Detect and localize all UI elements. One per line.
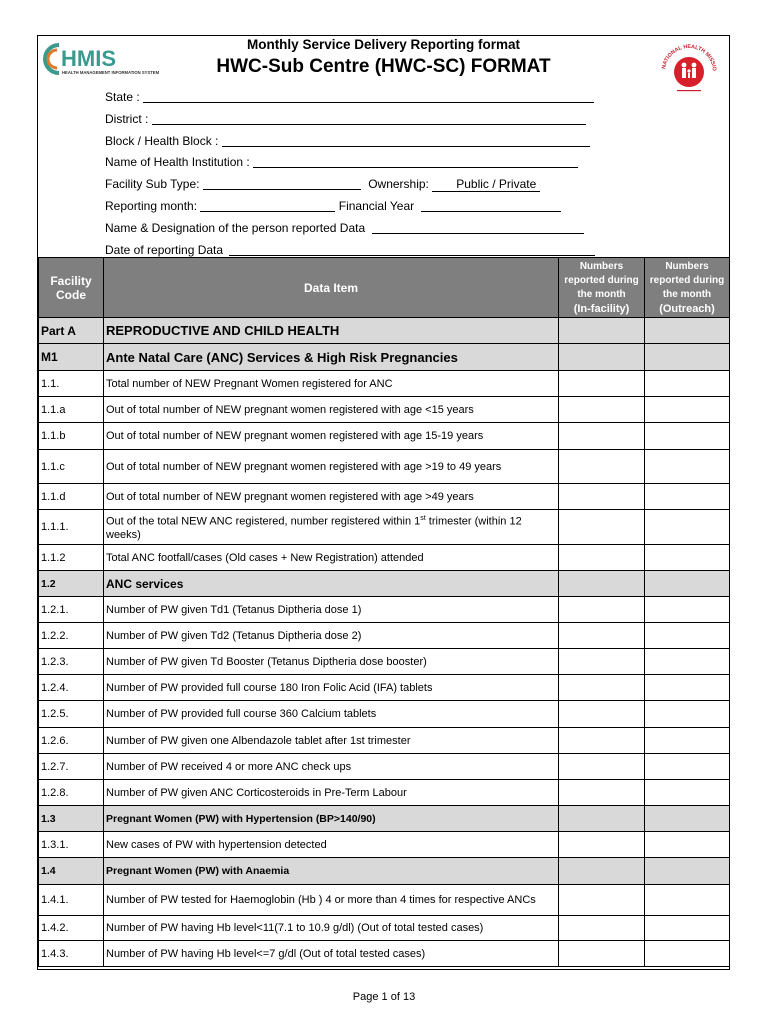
section-row-anc-services [39,571,730,597]
row-item: Number of PW given one Albendazole tablet after 1st trimester [104,728,559,754]
outreach-cell[interactable] [645,545,730,571]
row-code: M1 [39,344,104,371]
outreach-cell[interactable] [645,597,730,623]
table-row [39,484,730,510]
form-frame [37,35,730,970]
section-row-anaemia [39,858,730,885]
in-facility-cell[interactable] [559,371,645,397]
in-facility-cell[interactable] [559,754,645,780]
in-facility-cell[interactable] [559,597,645,623]
month-year-field[interactable] [105,196,595,218]
state-label: State : [105,90,140,104]
reporting-month-label: Reporting month: [105,198,198,213]
table-row [39,675,730,701]
in-facility-cell[interactable] [559,858,645,885]
table-row [39,701,730,728]
table-row [39,397,730,423]
row-code: 1.1. [39,371,104,397]
row-code: 1.4.3. [39,941,104,967]
row-code: 1.2.3. [39,649,104,675]
in-facility-cell[interactable] [559,484,645,510]
in-facility-cell[interactable] [559,450,645,484]
table-row [39,728,730,754]
institution-field[interactable] [105,152,595,174]
designation-field[interactable] [105,218,595,240]
outreach-cell[interactable] [645,397,730,423]
in-facility-cell[interactable] [559,344,645,371]
row-code: 1.1.2 [39,545,104,571]
row-item: Out of total number of NEW pregnant women registered with age <15 years [104,397,559,423]
header-facility-code: Facility Code [39,258,104,318]
section-row-hypertension [39,806,730,832]
row-item: Pregnant Women (PW) with Anaemia [104,858,559,885]
hmis-abbr: HMIS [61,46,116,71]
row-item: Out of total number of NEW pregnant women registered with age >19 to 49 years [104,450,559,484]
table-row [39,450,730,484]
row-item: Number of PW provided full course 180 Iron Folic Acid (IFA) tablets [104,675,559,701]
outreach-cell[interactable] [645,371,730,397]
row-item: Out of total number of NEW pregnant women registered with age >49 years [104,484,559,510]
table-row [39,597,730,623]
row-item: Total number of NEW Pregnant Women registered for ANC [104,371,559,397]
subtype-blank[interactable] [203,177,361,190]
row-item: Number of PW having Hb level<=7 g/dl (Out of total tested cases) [104,941,559,967]
header-outreach [645,258,730,318]
row-item: Number of PW given Td2 (Tetanus Diptheria dose 2) [104,623,559,649]
state-blank[interactable] [143,90,594,103]
header-in-facility [559,258,645,318]
block-blank[interactable] [222,134,590,147]
outreach-cell[interactable] [645,423,730,450]
in-facility-cell[interactable] [559,806,645,832]
row-item-superscript: st [420,514,426,522]
row-item: Total ANC footfall/cases (Old cases + New Registration) attended [104,545,559,571]
row-code: 1.1.1. [39,510,104,545]
in-facility-cell[interactable] [559,885,645,916]
row-code: 1.4.2. [39,916,104,941]
outreach-cell[interactable] [645,806,730,832]
header-in-facility-top: Numbers reported during the month [564,260,639,300]
in-facility-cell[interactable] [559,701,645,728]
row-code: 1.2.8. [39,780,104,806]
outreach-cell[interactable] [645,510,730,545]
row-code: 1.2.5. [39,701,104,728]
header-outreach-top: Numbers reported during the month [649,260,725,300]
row-item: Out of total number of NEW pregnant women registered with age 15-19 years [104,423,559,450]
row-code: 1.3.1. [39,832,104,858]
outreach-cell[interactable] [645,754,730,780]
outreach-cell[interactable] [645,450,730,484]
financial-year-label: Financial Year [338,198,415,213]
reporting-date-blank[interactable] [229,243,595,256]
row-code: 1.2 [39,571,104,597]
financial-year-blank[interactable] [421,199,561,212]
form-fields [105,87,595,261]
row-item: REPRODUCTIVE AND CHILD HEALTH [104,318,559,344]
form-title: HWC-Sub Centre (HWC-SC) FORMAT [216,56,551,77]
table-row [39,916,730,941]
page-number: Page 1 of 13 [352,991,416,1003]
row-item-text: Out of the total NEW ANC registered, number registered within 1 [106,515,421,528]
row-code: 1.2.6. [39,728,104,754]
table-row [39,371,730,397]
row-item: Number of PW tested for Haemoglobin (Hb ) 4 or more than 4 times for respective ANCs [104,885,559,916]
row-code: 1.4.1. [39,885,104,916]
table-row [39,754,730,780]
outreach-cell[interactable] [645,885,730,916]
row-code: 1.1.d [39,484,104,510]
table-row [39,623,730,649]
row-item: Number of PW given ANC Corticosteroids in Pre-Term Labour [104,780,559,806]
header-in-facility-bottom: (In-facility) [573,302,630,315]
outreach-cell[interactable] [645,571,730,597]
row-code: 1.3 [39,806,104,832]
row-item: Number of PW received 4 or more ANC check ups [104,754,559,780]
data-table [38,257,730,967]
in-facility-cell[interactable] [559,423,645,450]
in-facility-cell[interactable] [559,571,645,597]
block-label: Block / Health Block : [105,133,219,148]
in-facility-cell[interactable] [559,675,645,701]
row-code: Part A [39,318,104,344]
in-facility-cell[interactable] [559,649,645,675]
in-facility-cell[interactable] [559,941,645,967]
reporting-date-label: Date of reporting Data [105,242,224,257]
header-outreach-bottom: (Outreach) [659,302,715,315]
ownership-label: Ownership: [368,177,429,192]
outreach-cell[interactable] [645,780,730,806]
header-data-item: Data Item [104,258,559,318]
subtype-label: Facility Sub Type: [105,177,200,192]
outreach-cell[interactable] [645,832,730,858]
table-row [39,423,730,450]
outreach-cell[interactable] [645,623,730,649]
outreach-cell[interactable] [645,941,730,967]
outreach-cell[interactable] [645,649,730,675]
district-field[interactable] [105,109,595,131]
section-row-m1 [39,344,730,371]
row-code: 1.2.2. [39,623,104,649]
in-facility-cell[interactable] [559,728,645,754]
outreach-cell[interactable] [645,916,730,941]
section-row-part-a [39,318,730,344]
table-row [39,510,730,545]
nhm-family-logo-icon [651,42,727,94]
row-item: Number of PW given Td Booster (Tetanus Diptheria dose booster) [104,649,559,675]
outreach-cell[interactable] [645,858,730,885]
table-row [39,941,730,967]
row-code: 1.2.7. [39,754,104,780]
outreach-cell[interactable] [645,728,730,754]
in-facility-cell[interactable] [559,545,645,571]
nhm-logo-text: NATIONAL HEALTH MISSIO [661,43,718,72]
outreach-cell[interactable] [645,675,730,701]
row-item: Number of PW having Hb level<11(7.1 to 10.9 g/dl) (Out of total tested cases) [104,916,559,941]
row-code: 1.2.4. [39,675,104,701]
table-header-row [39,258,730,318]
row-code: 1.1.c [39,450,104,484]
subtype-ownership-field[interactable] [105,174,595,196]
in-facility-cell[interactable] [559,397,645,423]
in-facility-cell[interactable] [559,623,645,649]
row-item [104,510,559,545]
in-facility-cell[interactable] [559,780,645,806]
table-row [39,780,730,806]
state-field[interactable] [105,87,595,109]
row-item-text-end: trimester (within 12 weeks) [106,515,522,542]
outreach-cell[interactable] [645,344,730,371]
table-row [39,885,730,916]
hmis-tagline: HEALTH MANAGEMENT INFORMATION SYSTEM [62,70,160,75]
row-item: New cases of PW with hypertension detected [104,832,559,858]
row-item: Ante Natal Care (ANC) Services & High Risk Pregnancies [104,344,559,371]
row-code: 1.2.1. [39,597,104,623]
row-code: 1.1.a [39,397,104,423]
row-code: 1.1.b [39,423,104,450]
row-item: Number of PW given Td1 (Tetanus Diptheria dose 1) [104,597,559,623]
district-blank[interactable] [152,112,586,125]
designation-label: Name & Designation of the person reported Data [105,220,366,235]
in-facility-cell[interactable] [559,916,645,941]
table-row [39,649,730,675]
outreach-cell[interactable] [645,484,730,510]
row-item: Number of PW provided full course 360 Calcium tablets [104,701,559,728]
table-row [39,545,730,571]
row-item: Pregnant Women (PW) with Hypertension (BP>140/90) [104,806,559,832]
form-subtitle: Monthly Service Delivery Reporting format [246,37,521,52]
reporting-month-blank[interactable] [200,199,335,212]
designation-blank[interactable] [372,221,584,234]
form-header [38,36,729,258]
table-row [39,832,730,858]
row-code: 1.4 [39,858,104,885]
outreach-cell[interactable] [645,701,730,728]
institution-label: Name of Health Institution : [105,155,250,170]
in-facility-cell[interactable] [559,510,645,545]
district-label: District : [105,111,149,126]
in-facility-cell[interactable] [559,318,645,344]
outreach-cell[interactable] [645,318,730,344]
ownership-value[interactable]: Public / Private [432,178,540,192]
institution-blank[interactable] [253,155,578,168]
in-facility-cell[interactable] [559,832,645,858]
block-field[interactable] [105,131,595,153]
row-item: ANC services [104,571,559,597]
